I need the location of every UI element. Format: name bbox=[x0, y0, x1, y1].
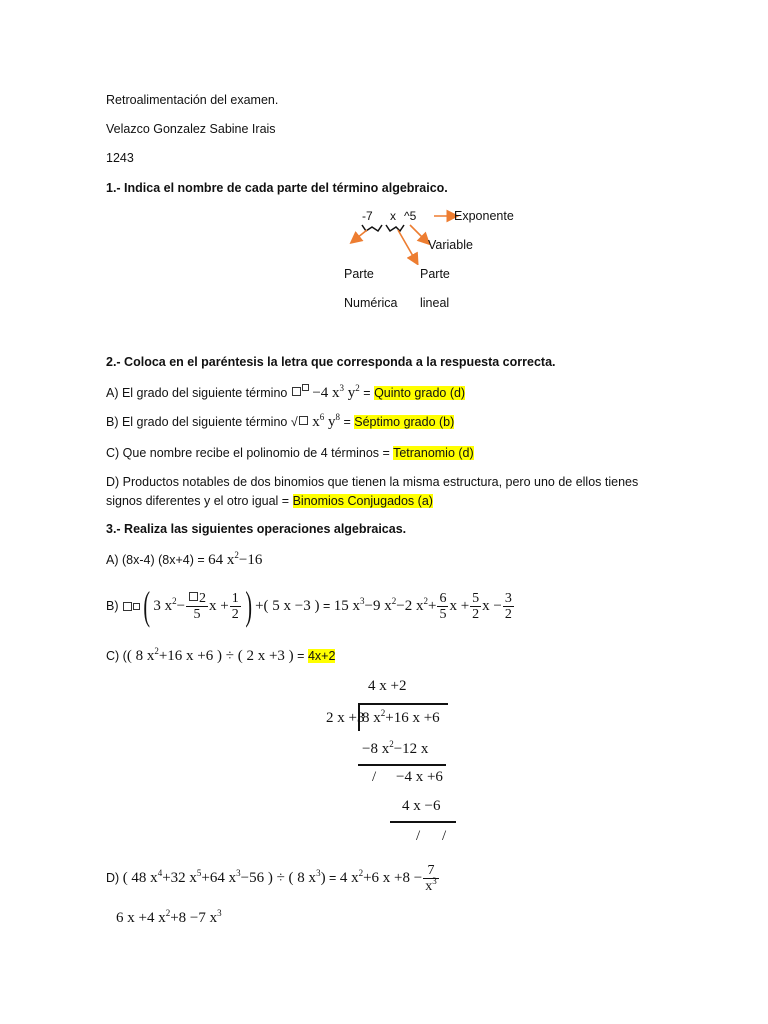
q3-d-m1: ( 48 x bbox=[122, 869, 158, 886]
extra-exp-2: 3 bbox=[217, 908, 222, 918]
division-slash-2: / bbox=[416, 828, 421, 844]
document-title: Retroalimentación del examen. bbox=[106, 93, 279, 107]
q3-d-label: D) bbox=[106, 871, 120, 885]
q2-a-exp1: 3 bbox=[339, 383, 345, 393]
q2-b-y: y bbox=[327, 414, 336, 430]
brace-numeric bbox=[362, 225, 382, 231]
dividend-lead: 8 x bbox=[362, 710, 381, 726]
q3-item-c bbox=[106, 648, 335, 665]
arrow-variable bbox=[410, 225, 428, 243]
q3-b-frac5-den: 2 bbox=[504, 606, 512, 622]
q2-b-text: B) El grado del siguiente término bbox=[106, 415, 288, 429]
student-name: Velazco Gonzalez Sabine Irais bbox=[106, 122, 276, 136]
q3-d-r1: 4 x bbox=[339, 869, 359, 886]
division-subtract-line-2 bbox=[390, 821, 456, 823]
division-slash-3: / bbox=[442, 828, 447, 844]
q2-b-exp2: 8 bbox=[335, 412, 340, 422]
q3-d-m3-exp: 3 bbox=[236, 867, 241, 878]
step1-rest: −12 x bbox=[393, 741, 429, 757]
q3-d-frac-den: x bbox=[425, 878, 433, 894]
q3-b-term5: ( 5 x −3 ) bbox=[263, 597, 320, 614]
q3-a-result-1: 64 x bbox=[208, 552, 235, 568]
q3-b-r1-exp: 3 bbox=[360, 595, 365, 606]
big-right-paren: ) bbox=[245, 583, 252, 628]
q3-b-term1: 3 x bbox=[153, 597, 173, 614]
radical-icon: √ bbox=[290, 415, 298, 429]
term-diagram-arrows bbox=[340, 205, 470, 265]
dividend-rest: +16 x +6 bbox=[385, 710, 440, 726]
q3-b-frac3-den: 5 bbox=[439, 606, 447, 622]
division-step-1 bbox=[362, 741, 428, 758]
label-parte-lineal-2: lineal bbox=[420, 296, 450, 310]
brace-literal bbox=[386, 225, 404, 231]
division-subtract-line-1 bbox=[358, 764, 446, 766]
q3-b-frac2-den: 2 bbox=[231, 606, 239, 622]
q2-item-c bbox=[106, 446, 474, 460]
step1-exp: 2 bbox=[389, 739, 394, 749]
q2-a-answer: Quinto grado (d) bbox=[374, 386, 466, 400]
q2-a-equals: = bbox=[363, 386, 371, 400]
q3-b-label: B) bbox=[106, 599, 119, 613]
q3-d-m4-exp: 3 bbox=[316, 867, 321, 878]
placeholder-box-icon bbox=[123, 602, 132, 611]
q3-b-frac1-den: 5 bbox=[193, 606, 201, 622]
extra-1: 6 x +4 x bbox=[116, 910, 166, 926]
q3-b-r6: x − bbox=[482, 597, 502, 614]
q3-b-r1: 15 x bbox=[333, 597, 361, 614]
division-remainder-1: −4 x +6 bbox=[396, 769, 443, 785]
q3-d-m2: +32 x bbox=[162, 869, 197, 886]
q3-d-m5: ) bbox=[320, 869, 326, 886]
q3-item-b bbox=[106, 583, 515, 629]
q3-d-m4: −56 ) ÷ ( 8 x bbox=[240, 869, 317, 886]
division-top-line bbox=[358, 703, 448, 705]
q3-b-fraction-4 bbox=[470, 591, 481, 622]
q3-d-m1-exp: 4 bbox=[157, 867, 163, 878]
q3-item-d bbox=[106, 858, 440, 898]
division-slash-1: / bbox=[372, 769, 377, 785]
arrow-parte-numerica bbox=[352, 230, 367, 242]
q3-b-fraction-3 bbox=[437, 591, 448, 622]
q3-b-r5: x + bbox=[449, 597, 470, 614]
term-coefficient: -7 bbox=[362, 209, 373, 223]
q3-b-frac1-num: 2 bbox=[199, 590, 207, 606]
q3-b-plus: + bbox=[255, 597, 264, 614]
q2-c-answer: Tetranomio (d) bbox=[393, 446, 474, 460]
q2-b-answer: Séptimo grado (b) bbox=[354, 415, 455, 429]
q2-d-text: signos diferentes y el otro igual = bbox=[106, 494, 290, 508]
q2-item-a bbox=[106, 384, 465, 402]
placeholder-box-icon bbox=[292, 387, 301, 396]
q3-d-fraction bbox=[423, 863, 439, 894]
q2-a-y: y bbox=[347, 385, 356, 401]
q3-item-a bbox=[106, 552, 262, 569]
q3-b-r2: −9 x bbox=[364, 597, 392, 614]
q3-b-fraction-5 bbox=[503, 591, 514, 622]
q3-d-equals: = bbox=[329, 871, 337, 885]
q3-b-frac4-num: 5 bbox=[472, 590, 480, 606]
question-1-heading: 1.- Indica el nombre de cada parte del término algebraico. bbox=[106, 181, 448, 195]
q3-b-r2-exp: 2 bbox=[391, 595, 397, 606]
arrow-parte-literal bbox=[398, 230, 417, 263]
q3-d-frac-den-exp: 3 bbox=[432, 875, 437, 886]
q3-b-term1-exp: 2 bbox=[172, 595, 177, 606]
division-divisor: 2 x +3 bbox=[326, 710, 365, 726]
term-exponent: ^5 bbox=[404, 209, 417, 223]
division-quotient: 4 x +2 bbox=[368, 678, 407, 694]
question-3-heading: 3.- Realiza las siguientes operaciones algebraicas. bbox=[106, 522, 407, 536]
q3-b-frac2-num: 1 bbox=[231, 590, 239, 606]
q2-d-answer: Binomios Conjugados (a) bbox=[292, 494, 433, 508]
label-variable: Variable bbox=[428, 238, 473, 252]
dividend-exp: 2 bbox=[380, 708, 386, 718]
label-parte-numerica-1: Parte bbox=[344, 267, 374, 281]
extra-exp-1: 2 bbox=[165, 908, 171, 918]
q2-a-math: −4 x bbox=[312, 385, 340, 401]
q3-d-extra-expression bbox=[116, 910, 222, 927]
q3-c-m1: ( 8 x bbox=[126, 648, 155, 664]
q3-d-m3: +64 x bbox=[201, 869, 237, 886]
q3-b-r3: −2 x bbox=[396, 597, 424, 614]
big-left-paren: ( bbox=[143, 583, 150, 628]
q3-c-m2: +16 x +6 ) ÷ ( 2 x +3 ) bbox=[158, 648, 294, 664]
q3-d-r1-exp: 2 bbox=[358, 867, 364, 878]
q2-b-exp1: 6 bbox=[319, 412, 325, 422]
question-2-heading: 2.- Coloca en el paréntesis la letra que corresponda a la respuesta correcta. bbox=[106, 355, 556, 369]
q3-b-r4: + bbox=[427, 597, 437, 614]
q3-b-equals: = bbox=[322, 599, 331, 613]
q3-a-text: A) (8x-4) (8x+4) = bbox=[106, 553, 205, 567]
group-number: 1243 bbox=[106, 151, 134, 165]
q3-b-frac5-num: 3 bbox=[504, 590, 512, 606]
q3-b-frac3-num: 6 bbox=[439, 590, 447, 606]
q2-a-exp2: 2 bbox=[355, 383, 360, 393]
q3-d-frac-num: 7 bbox=[423, 863, 439, 879]
q3-c-m1-exp: 2 bbox=[154, 646, 159, 656]
q3-d-r2: +6 x +8 − bbox=[363, 869, 423, 886]
label-exponente: Exponente bbox=[454, 209, 514, 223]
placeholder-box-icon bbox=[189, 592, 198, 601]
q3-b-minus: − bbox=[176, 597, 186, 614]
label-parte-lineal-1: Parte bbox=[420, 267, 450, 281]
placeholder-box-icon bbox=[299, 416, 308, 425]
placeholder-box-icon bbox=[302, 384, 309, 391]
step1-lead: −8 x bbox=[362, 741, 390, 757]
q3-b-fraction-2 bbox=[230, 591, 241, 622]
q2-item-d-line2 bbox=[106, 494, 433, 508]
division-step-2: 4 x −6 bbox=[402, 798, 441, 814]
q2-a-text: A) El grado del siguiente término bbox=[106, 386, 288, 400]
q3-a-result-exp: 2 bbox=[234, 550, 239, 560]
q2-item-d-line1: D) Productos notables de dos binomios que tienen la misma estructura, pero uno de ellos tienes bbox=[106, 475, 639, 489]
q3-c-equals: = bbox=[297, 649, 305, 663]
q3-c-answer: 4x+2 bbox=[307, 649, 336, 663]
extra-2: +8 −7 x bbox=[170, 910, 218, 926]
term-variable: x bbox=[390, 209, 396, 223]
q2-b-equals: = bbox=[343, 415, 351, 429]
q2-b-x: x bbox=[312, 414, 320, 430]
q3-b-frac4-den: 2 bbox=[472, 606, 480, 622]
q2-c-text: C) Que nombre recibe el polinomio de 4 términos = bbox=[106, 446, 390, 460]
q3-c-label: C) ( bbox=[106, 649, 127, 663]
label-parte-numerica-2: Numérica bbox=[344, 296, 398, 310]
q3-b-fraction-1 bbox=[186, 591, 208, 622]
q3-a-result-2: −16 bbox=[238, 552, 263, 568]
q3-b-r3-exp: 2 bbox=[423, 595, 428, 606]
placeholder-box-icon bbox=[133, 603, 140, 610]
q3-d-m2-exp: 5 bbox=[196, 867, 202, 878]
division-dividend bbox=[362, 710, 440, 727]
q3-b-term3: x + bbox=[209, 597, 229, 614]
q2-item-b bbox=[106, 414, 454, 431]
